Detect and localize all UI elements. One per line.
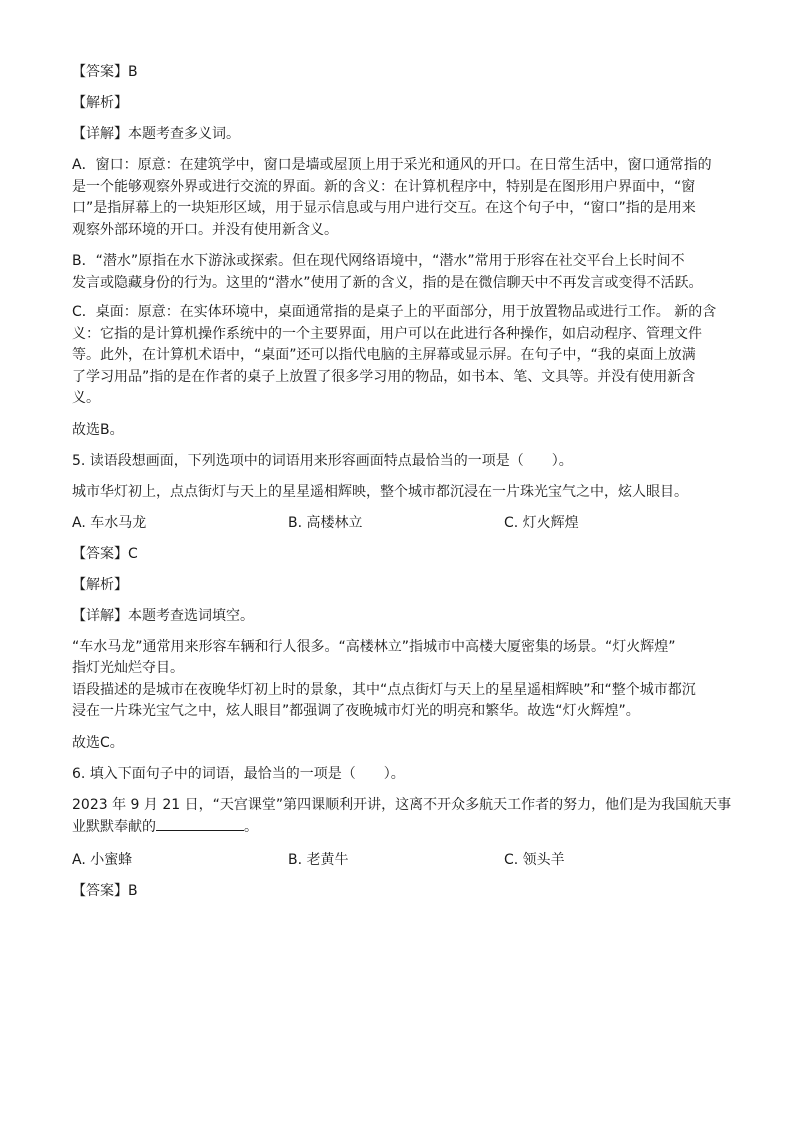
- q5-option-a: A. 车水马龙: [72, 514, 147, 531]
- q5-option-c: C. 灯火辉煌: [504, 514, 579, 531]
- q4-choose: 故选B。: [72, 421, 124, 438]
- text-line: A．窗口：原意：在建筑学中，窗口是墙或屋顶上用于采光和通风的开口。在日常生活中，窗口通常指的: [72, 157, 712, 173]
- q4-detail: 【详解】本题考查多义词。: [72, 126, 240, 142]
- text-line: 观察外部环境的开口。并没有使用新含义。: [72, 221, 338, 238]
- text-line: 发言或隐藏身份的行为。这里的“潜水”使用了新的含义，指的是在微信聊天中不再发言或变得不活跃。: [72, 274, 703, 291]
- q6-option-c: C. 领头羊: [504, 851, 565, 868]
- q6-sentence-end: 。: [244, 819, 258, 835]
- q5-choose: 故选C。: [72, 734, 124, 751]
- q6-stem: 6. 填入下面句子中的词语，最恰当的一项是（ ）。: [72, 765, 405, 782]
- q6-options: [72, 850, 724, 870]
- q5-stem: 5. 读语段想画面，下列选项中的词语用来形容画面特点最恰当的一项是（ ）。: [72, 452, 573, 469]
- q4-option-c-explanation: [72, 302, 724, 410]
- q6-option-a: A. 小蜜蜂: [72, 851, 133, 868]
- text-line: 2023 年 9 月 21 日，“天宫课堂”第四课顺利开讲，这离不开众多航天工作者的努力，他们是为我国航天事: [72, 796, 732, 813]
- q6-option-b: B. 老黄牛: [288, 851, 349, 868]
- q6-sentence-text: 业默默奉献的: [72, 819, 156, 835]
- q6-sentence: [72, 795, 732, 839]
- q5-answer: 【答案】C: [72, 545, 138, 562]
- q4-option-b-explanation: [72, 251, 724, 294]
- q5-detail: 【详解】本题考查选词填空。: [72, 607, 254, 624]
- q5-passage: 城市华灯初上，点点街灯与天上的星星遥相辉映，整个城市都沉浸在一片珠光宝气之中，炫人眼目。: [72, 483, 688, 500]
- text-line: 是一个能够观察外界或进行交流的界面。新的含义：在计算机程序中，特别是在图形用户界面中，“窗: [72, 178, 696, 195]
- text-line: C．桌面：原意：在实体环境中，桌面通常指的是桌子上的平面部分，用于放置物品或进行工作。 新的含: [72, 304, 717, 320]
- text-line: 了学习用品”指的是在作者的桌子上放置了很多学习用的物品，如书本、笔、文具等。并没有使用新含: [72, 368, 696, 385]
- text-line: 口”是指屏幕上的一块矩形区域，用于显示信息或与用户进行交互。在这个句子中，“窗口”指的是用来: [72, 200, 696, 216]
- q4-option-a-explanation: [72, 155, 724, 241]
- q6-answer: 【答案】B: [72, 882, 138, 899]
- text-line: B．“潜水”原指在水下游泳或探索。但在现代网络语境中，“潜水”常用于形容在社交平台上长时间不: [72, 253, 685, 269]
- text-line: 义。: [72, 390, 100, 406]
- text-line: “车水马龙”通常用来形容车辆和行人很多。“高楼林立”指城市中高楼大厦密集的场景。“灯火辉煌”: [72, 638, 676, 655]
- q5-analysis-heading: 【解析】: [72, 576, 128, 593]
- q5-explanation: [72, 637, 724, 723]
- text-line: [72, 816, 724, 839]
- q5-options: [72, 513, 724, 533]
- text-line: 指灯光灿烂夺目。: [72, 660, 184, 676]
- q5-option-b: B. 高楼林立: [288, 514, 363, 531]
- q4-analysis-heading: 【解析】: [72, 95, 128, 111]
- fill-in-blank: [156, 816, 244, 831]
- text-line: 浸在一片珠光宝气之中，炫人眼目”都强调了夜晚城市灯光的明亮和繁华。故选“灯火辉煌”。: [72, 703, 640, 719]
- text-line: 等。此外，在计算机术语中，“桌面”还可以指代电脑的主屏幕或显示屏。在句子中，“我的桌面上放满: [72, 347, 696, 363]
- q4-answer: 【答案】B: [72, 64, 138, 80]
- text-line: 语段描述的是城市在夜晚华灯初上时的景象，其中“点点街灯与天上的星星遥相辉映”和“整个城市都沉: [72, 681, 696, 698]
- text-line: 义：它指的是计算机操作系统中的一个主要界面，用户可以在此进行各种操作，如启动程序、管理文件: [72, 325, 702, 342]
- document-page: [72, 62, 732, 901]
